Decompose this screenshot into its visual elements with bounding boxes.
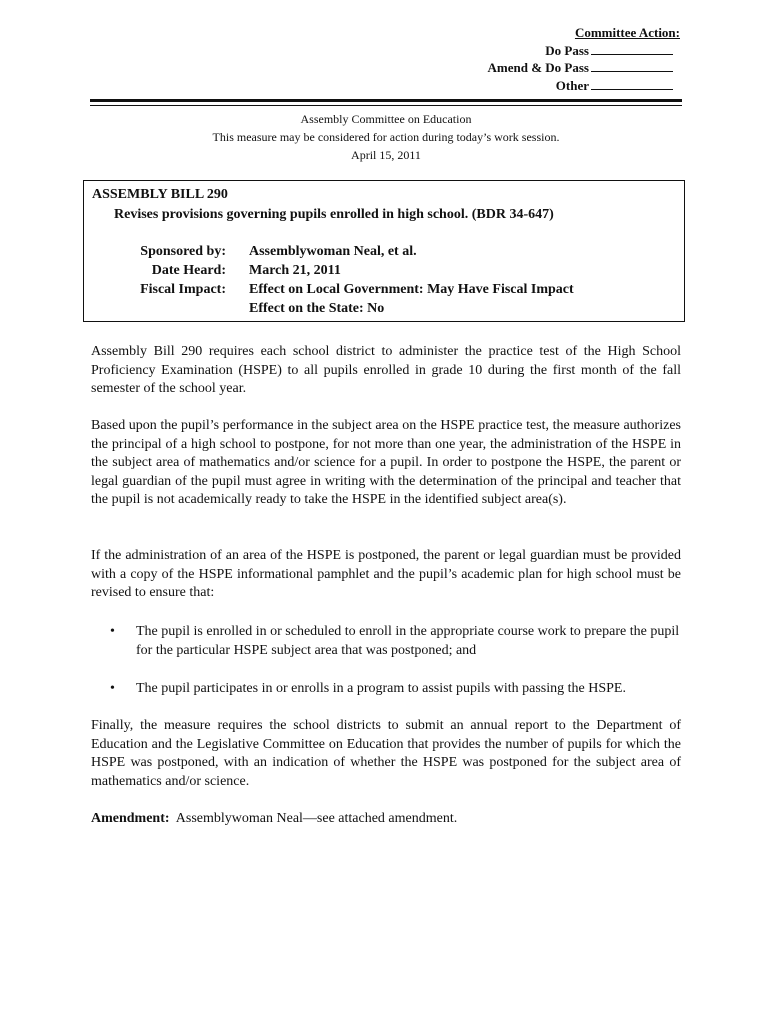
paragraph-4: Finally, the measure requires the school districts to submit an annual report to the Department of Education and the Legislative Committee on Education that provides the number of pupils for which the HSPE was postponed, with an indication of whether the HSPE was postponed for the subject area of mathematics and/or science. — [91, 718, 681, 789]
paragraph-2: Based upon the pupil’s performance in the subject area on the HSPE practice test, the measure authorizes the principal of a high school to postpone, for not more than one year, the administration of the HSPE in the subject area of mathematics and/or science for a pupil. In order to postpone the HSPE, the parent or legal guardian of the pupil must agree in writing with the determination of the principal and teacher that the pupil is not academically ready to take the HSPE in the identified subject area(s). — [91, 418, 681, 507]
header-rule-thick — [90, 99, 682, 102]
fiscal-impact-local: Effect on Local Government: May Have Fiscal Impact — [249, 282, 574, 297]
amendment-text: Assemblywoman Neal—see attached amendment. — [175, 811, 458, 826]
amendment-label: Amendment: — [91, 811, 170, 826]
committee-action-block — [440, 24, 680, 94]
option-amend-do-pass — [440, 59, 680, 77]
bullet-icon: • — [110, 681, 115, 696]
committee-name: Assembly Committee on Education — [300, 112, 472, 126]
bullet-icon: • — [110, 624, 115, 639]
blank-line — [591, 43, 673, 55]
header-rule-thin — [90, 105, 682, 106]
date-heard-label: Date Heard: — [151, 263, 226, 278]
paragraph-1: Assembly Bill 290 requires each school district to administer the practice test of the High School Proficiency Examination (HSPE) to all pupils enrolled in grade 10 during the first month of the fall semester of the school year. — [91, 344, 681, 396]
meeting-date: April 15, 2011 — [351, 148, 421, 162]
sponsored-by-value: Assemblywoman Neal, et al. — [249, 244, 417, 259]
option-do-pass — [440, 42, 680, 60]
option-other — [440, 77, 680, 95]
meeting-info — [90, 110, 682, 164]
bill-summary-box — [83, 180, 685, 322]
option-label: Do Pass — [545, 42, 589, 58]
bill-description: Revises provisions governing pupils enrolled in high school. (BDR 34-647) — [114, 207, 554, 222]
blank-line — [591, 60, 673, 72]
bill-number: ASSEMBLY BILL 290 — [92, 187, 228, 202]
blank-line — [591, 78, 673, 90]
work-session-note: This measure may be considered for action during today’s work session. — [212, 130, 560, 144]
bullet-text: The pupil is enrolled in or scheduled to enroll in the appropriate course work to prepare the pupil for the particular HSPE subject area that was postponed; and — [136, 624, 680, 658]
committee-action-title: Committee Action: — [574, 25, 680, 40]
fiscal-impact-state: Effect on the State: No — [249, 301, 385, 316]
amendment-line — [91, 810, 681, 829]
bullet-text: The pupil participates in or enrolls in a program to assist pupils with passing the HSPE. — [136, 681, 626, 696]
option-label: Amend & Do Pass — [487, 60, 589, 75]
option-label: Other — [555, 77, 589, 93]
fiscal-impact-label: Fiscal Impact: — [140, 282, 226, 297]
sponsored-by-label: Sponsored by: — [140, 244, 226, 259]
paragraph-3: If the administration of an area of the HSPE is postponed, the parent or legal guardian must be provided with a copy of the HSPE informational pamphlet and the pupil’s academic plan for high school must be revised to ensure that: — [91, 548, 681, 600]
date-heard-value: March 21, 2011 — [249, 263, 341, 278]
